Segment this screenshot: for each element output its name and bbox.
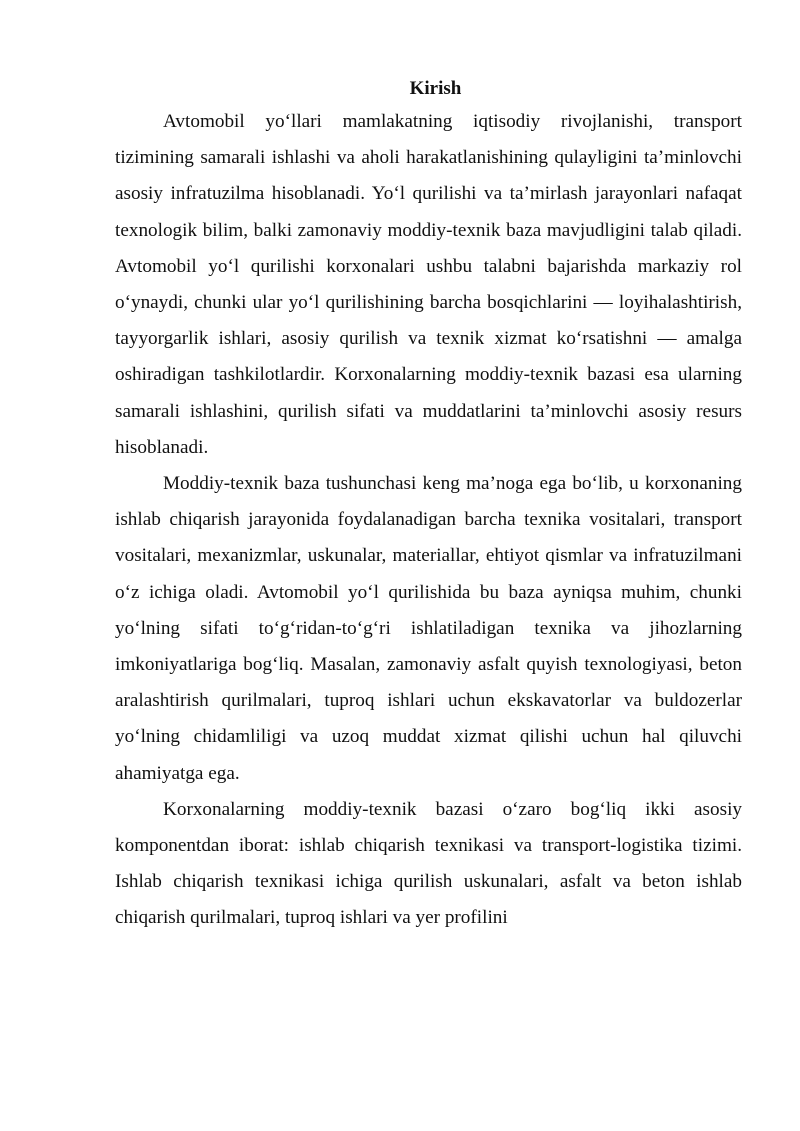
paragraph-2: Moddiy-texnik baza tushunchasi keng ma’noga ega bo‘lib, u korxonaning ishlab chiqarish jarayonida foydalanadigan barcha texnika vositalari, transport vositalari, mexanizmlar, uskunalar, materiallar, ehtiyot qismlar va infratuzilmani o‘z ichiga oladi. Avtomobil yo‘l qurilishida bu baza ayniqsa muhim, chunki yo‘lning sifati to‘g‘ridan-to‘g‘ri ishlatiladigan texnika va jihozlarning imkoniyatlariga bog‘liq. Masalan, zamonaviy asfalt quyish texnologiyasi, beton aralashtirish qurilmalari, tuproq ishlari uchun ekskavatorlar va buldozerlar yo‘lning chidamliligi va uzoq muddat xizmat qilishi uchun hal qiluvchi ahamiyatga ega. [115,473,742,784]
paragraph-3: Korxonalarning moddiy-texnik bazasi o‘zaro bog‘liq ikki asosiy komponentdan iborat: ishlab chiqarish texnikasi va transport-logistika tizimi. Ishlab chiqarish texnikasi ichiga qurilish uskunalari, asfalt va beton ishlab chiqarish qurilmalari, tuproq ishlari va yer profilini [115,798,742,929]
paragraph-1: Avtomobil yo‘llari mamlakatning iqtisodiy rivojlanishi, transport tizimining samarali ishlashi va aholi harakatlanishining qulayligini ta’minlovchi asosiy infratuzilma hisoblanadi. Yo‘l qurilishi va ta’mirlash jarayonlari nafaqat texnologik bilim, balki zamonaviy moddiy-texnik baza mavjudligini talab qiladi. Avtomobil yo‘l qurilishi korxonalari ushbu talabni bajarishda markaziy rol o‘ynaydi, chunki ular yo‘l qurilishining barcha bosqichlarini — loyihalashtirish, tayyorgarlik ishlari, asosiy qurilish va texnik xizmat ko‘rsatishni — amalga oshiradigan tashkilotlardir. Korxonalarning moddiy-texnik bazasi esa ularning samarali ishlashini, qurilish sifati va muddatlarini ta’minlovchi asosiy resurs hisoblanadi. [115,111,742,458]
page-title: Kirish [409,78,462,99]
